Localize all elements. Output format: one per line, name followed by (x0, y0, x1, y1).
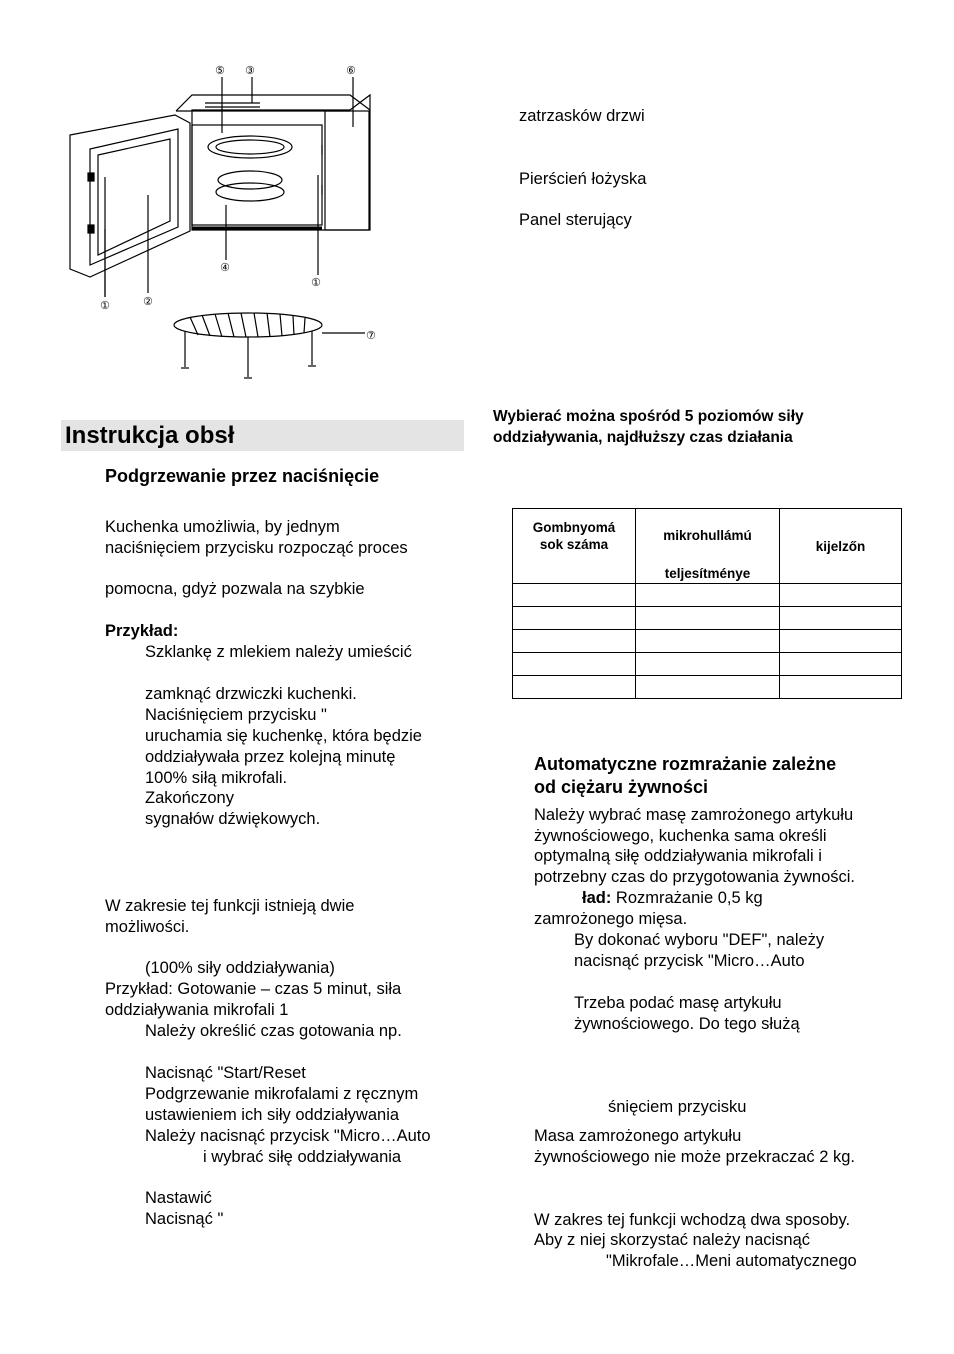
example2-line-1: Przykład: Gotowanie – czas 5 minut, siła (105, 980, 402, 998)
step-line-1: Należy określić czas gotowania np. (145, 1022, 402, 1040)
defrost-line-10: śnięciem przycisku (608, 1098, 747, 1116)
power-levels-table (512, 508, 902, 699)
callout-6: ⑥ (346, 64, 356, 77)
defrost-heading-line-1: Automatyczne rozmrażanie zależne (534, 754, 837, 774)
callout-4: ④ (220, 261, 230, 274)
table-row (513, 630, 902, 653)
defrost-line-1: Należy wybrać masę zamrożonego artykułu (534, 806, 854, 824)
example-line-7: Zakończony (145, 789, 234, 807)
defrost-line-2: żywnościowego, kuchenka sama określi (534, 827, 827, 845)
defrost-example: ład: Rozmrażanie 0,5 kg (582, 889, 763, 907)
defrost-line-7: nacisnąć przycisk "Micro…Auto (574, 952, 805, 970)
table-row (513, 653, 902, 676)
callout-1-right: ① (311, 276, 321, 289)
defrost-line-8: Trzeba podać masę artykułu (574, 994, 782, 1012)
table-header-power: mikrohullámú teljesítménye (636, 509, 780, 584)
defrost-line-15: "Mikrofale…Meni automatycznego (606, 1252, 857, 1270)
example2-line-2: oddziaływania mikrofali 1 (105, 1001, 289, 1019)
scope-line-1: W zakresie tej funkcji istnieją dwie (105, 897, 355, 915)
defrost-heading-line-2: od ciężaru żywności (534, 777, 709, 797)
step-line-6: i wybrać siłę oddziaływania (203, 1148, 402, 1166)
intro-line-2: naciśnięciem przycisku rozpocząć proces (105, 539, 408, 557)
example-label: Przykład: (105, 622, 179, 640)
example-line-3: Naciśnięciem przycisku " (145, 706, 327, 724)
callout-2: ② (143, 295, 153, 308)
part-door-latches: zatrzasków drzwi (519, 107, 645, 125)
step-line-8: Nacisnąć " (145, 1210, 224, 1228)
example-line-8: sygnałów dźwiękowych. (145, 810, 321, 828)
scope-line-2: możliwości. (105, 918, 190, 936)
section-title: Instrukcja obsł (65, 422, 235, 449)
defrost-line-3: optymalną siłę oddziaływania mikrofali i (534, 847, 822, 865)
callout-7: ⑦ (366, 329, 376, 342)
step-line-5: Należy nacisnąć przycisk "Micro…Auto (145, 1127, 431, 1145)
left-heading: Podgrzewanie przez naciśnięcie (105, 466, 380, 486)
intro-line-1: Kuchenka umożliwia, by jednym (105, 518, 340, 536)
callout-5: ⑤ (215, 64, 225, 77)
part-bearing-ring: Pierścień łożyska (519, 170, 647, 188)
microwave-diagram (60, 55, 390, 385)
power-heading-line-1: Wybierać można spośród 5 poziomów siły (493, 408, 804, 425)
defrost-line-14: Aby z niej skorzystać należy nacisnąć (534, 1231, 811, 1249)
example-line-1: Szklankę z mlekiem należy umieścić (145, 643, 412, 661)
part-control-panel: Panel sterujący (519, 211, 632, 229)
defrost-line-12: żywnościowego nie może przekraczać 2 kg. (534, 1148, 855, 1166)
defrost-line-11: Masa zamrożonego artykułu (534, 1127, 742, 1145)
callout-1-left: ① (100, 299, 110, 312)
defrost-line-6: By dokonać wyboru "DEF", należy (574, 931, 825, 949)
step-line-2: Nacisnąć "Start/Reset (145, 1064, 306, 1082)
table-row (513, 584, 902, 607)
defrost-line-9: żywnościowego. Do tego służą (574, 1015, 800, 1033)
defrost-line-5: zamrożonego mięsa. (534, 910, 688, 928)
example-line-4: uruchamia się kuchenkę, która będzie (145, 727, 422, 745)
defrost-line-13: W zakres tej funkcji wchodzą dwa sposoby. (534, 1211, 851, 1229)
example-line-2: zamknąć drzwiczki kuchenki. (145, 685, 357, 703)
step-line-3: Podgrzewanie mikrofalami z ręcznym (145, 1085, 419, 1103)
step-line-4: ustawieniem ich siły oddziaływania (145, 1106, 400, 1124)
example-line-5: oddziaływała przez kolejną minutę (145, 748, 396, 766)
intro-line-3: pomocna, gdyż pozwala na szybkie (105, 580, 365, 598)
table-row (513, 676, 902, 699)
step-line-7: Nastawić (145, 1189, 212, 1207)
power-heading-line-2: oddziaływania, najdłuższy czas działania (493, 429, 793, 446)
power-note: (100% siły oddziaływania) (145, 959, 335, 977)
table-row (513, 607, 902, 630)
callout-3: ③ (245, 64, 255, 77)
table-header-buttons: Gombnyomá sok száma (513, 509, 636, 584)
defrost-line-4: potrzebny czas do przygotowania żywności. (534, 868, 855, 886)
example-line-6: 100% siłą mikrofali. (145, 769, 288, 787)
table-header-display: kijelzőn (780, 509, 902, 584)
